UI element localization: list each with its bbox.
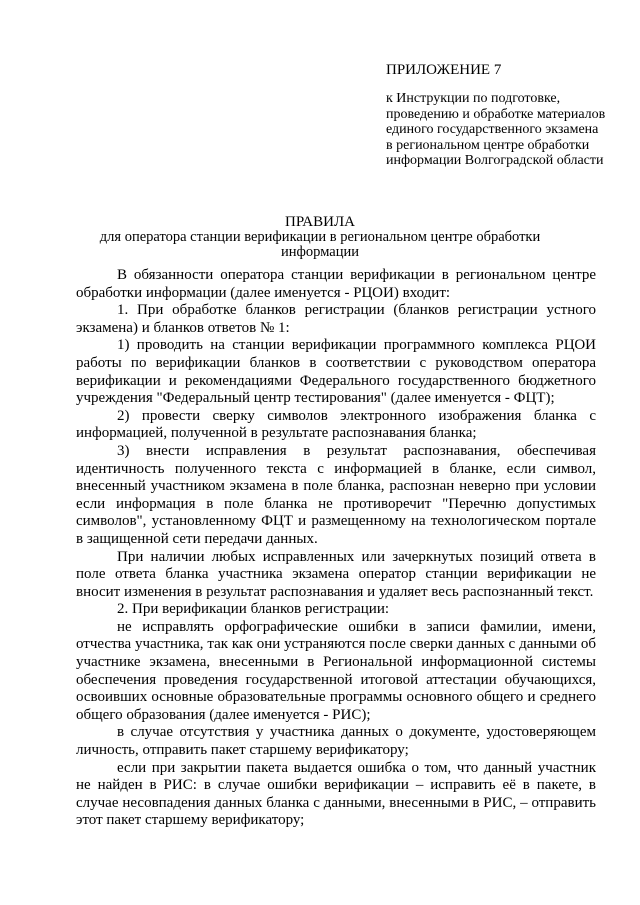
paragraph-item-3: 3) внести исправления в результат распознавания, обеспечивая идентичность полученного текста с информацией в бланке, если символ, внесенный участником экзамена в поле бланка, распознан неверно при условии если информация в поле бланка не противоречит "Перечню допустимых символов", установленному ФЦТ и размещенному на технологическом портале в защищенной сети передачи данных.: [76, 442, 596, 547]
document-title: ПРАВИЛА: [285, 214, 355, 230]
appendix-title: ПРИЛОЖЕНИЕ 7: [386, 62, 502, 78]
paragraph-section-1: 1. При обработке бланков регистрации (бланков регистрации устного экзамена) и бланков ответов № 1:: [76, 302, 596, 336]
appendix-subtitle: к Инструкции по подготовке, проведению и обработке материалов единого государственного экзамена в региональном центре обработки информации Волгоградской области: [386, 91, 606, 168]
paragraph-item-2: 2) провести сверку символов электронного изображения бланка с информацией, полученной в результате распознавания бланка;: [76, 407, 596, 442]
document-body: [76, 267, 596, 830]
paragraph-missing-id-rule: в случае отсутствия у участника данных о документе, удостоверяющем личность, отправить пакет старшему верификатору;: [76, 724, 596, 759]
paragraph-section-2: 2. При верификации бланков регистрации:: [117, 601, 390, 618]
paragraph-item-1: 1) проводить на станции верификации программного комплекса РЦОИ работы по верификации бланков в соответствии с руководством оператора верификации и рекомендациями Федерального государственного бюджетного учреждения "Федеральный центр тестирования" (далее именуется - ФЦТ);: [76, 337, 596, 407]
paragraph-intro: В обязанности оператора станции верификации в региональном центре обработки информации (далее именуется - РЦОИ) входит:: [76, 267, 596, 301]
paragraph-package-error-rule: если при закрытии пакета выдается ошибка о том, что данный участник не найден в РИС: в случае ошибки верификации – исправить её в пакете, в случае несовпадения данных бланка с данными, внесенными в РИС, – отправить этот пакет старшему верификатору;: [76, 759, 596, 829]
heading-block: [60, 214, 580, 260]
paragraph-corrections-note: При наличии любых исправленных или зачеркнутых позиций ответа в поле ответа бланка участника экзамена оператор станции верификации не вносит изменения в результат распознавания и удаляет весь распознанный текст.: [76, 548, 596, 600]
document-subtitle: для оператора станции верификации в региональном центре обработки информации: [99, 229, 541, 260]
appendix-block: [386, 62, 606, 169]
paragraph-spelling-rule: не исправлять орфографические ошибки в записи фамилии, имени, отчества участника, так как они устраняются после сверки данных с данными об участнике экзамена, внесенными в Региональной информационной системы обеспечения проведения государственной итоговой аттестации обучающихся, освоивших основные образовательные программы основного общего и среднего общего образования (далее именуется - РИС);: [76, 618, 596, 723]
